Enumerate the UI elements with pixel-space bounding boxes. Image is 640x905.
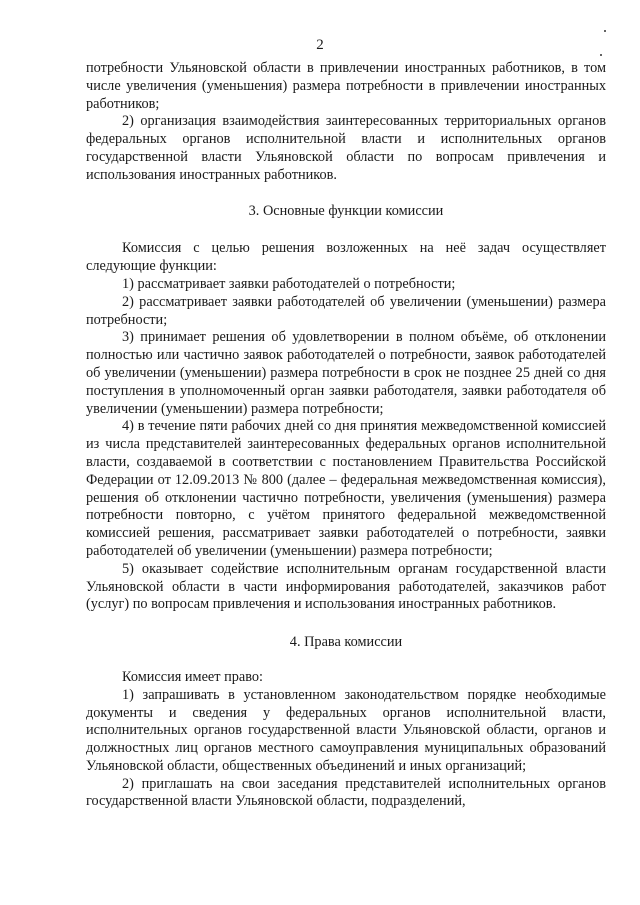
function-item: 4) в течение пяти рабочих дней со дня принятия межведомственной комиссией из числа представителей заинтересованных федеральных органов исполнительной власти, создаваемой в соответствии с постановлением Правительства Российской Федерации от 12.09.2013 № 800 (далее – федеральная межведомственная комиссия), решения об отклонении частично потребности, увеличения (уменьшения) размера потребности повторно, с учётом принятого федеральной межведомственной комиссией решения, рассматривает заявки работодателей о потребности, заявки работодателей об увеличении (уменьшении) размера потребности;	[86, 418, 606, 559]
page-number: 2	[316, 37, 324, 53]
function-item: 1) рассматривает заявки работодателей о потребности;	[122, 275, 456, 292]
document-body	[86, 60, 606, 811]
function-item: 2) рассматривает заявки работодателей об увеличении (уменьшении) размера потребности;	[86, 293, 606, 328]
section-4-heading: 4. Права комиссии	[289, 634, 403, 651]
right-item: 2) приглашать на свои заседания представителей исполнительных органов государственной власти Ульяновской области, подразделений,	[86, 775, 606, 810]
intro-paragraph: потребности Ульяновской области в привлечении иностранных работников, в том числе увеличения (уменьшения) размера потребности в привлечении иностранных работников;	[86, 60, 606, 112]
section-4-lead: Комиссия имеет право:	[122, 668, 264, 685]
function-item: 5) оказывает содействие исполнительным органам государственной власти Ульяновской области в части информирования работодателей, заказчиков работ (услуг) по вопросам привлечения и использования иностранных работников.	[86, 560, 606, 613]
right-item: 1) запрашивать в установленном законодательством порядке необходимые документы и сведения у федеральных органов исполнительной власти, исполнительных органов государственной власти Ульяновской области, органов и должностных лиц органов местного самоуправления муниципальных образований Ульяновской области, общественных объединений и иных организаций;	[86, 686, 606, 774]
section-3-lead: Комиссия с целью решения возложенных на неё задач осуществляет следующие функции:	[86, 240, 606, 275]
intro-item-2: 2) организация взаимодействия заинтересованных территориальных органов федеральных органов исполнительной власти и исполнительных органов государственной власти Ульяновской области по вопросам привлечения и использования иностранных работников.	[86, 113, 606, 183]
scan-speck	[604, 30, 606, 32]
function-item: 3) принимает решения об удовлетворении в полном объёме, об отклонении полностью или частично заявок работодателей о потребности, заявок работодателей об увеличении (уменьшении) размера потребности в срок не позднее 25 дней со дня поступления в уполномоченный орган заявки работодателя, заявки работодателя об увеличении (уменьшении) размера потребности;	[86, 329, 606, 417]
scan-speck	[600, 54, 602, 56]
section-3-heading: 3. Основные функции комиссии	[248, 202, 444, 219]
